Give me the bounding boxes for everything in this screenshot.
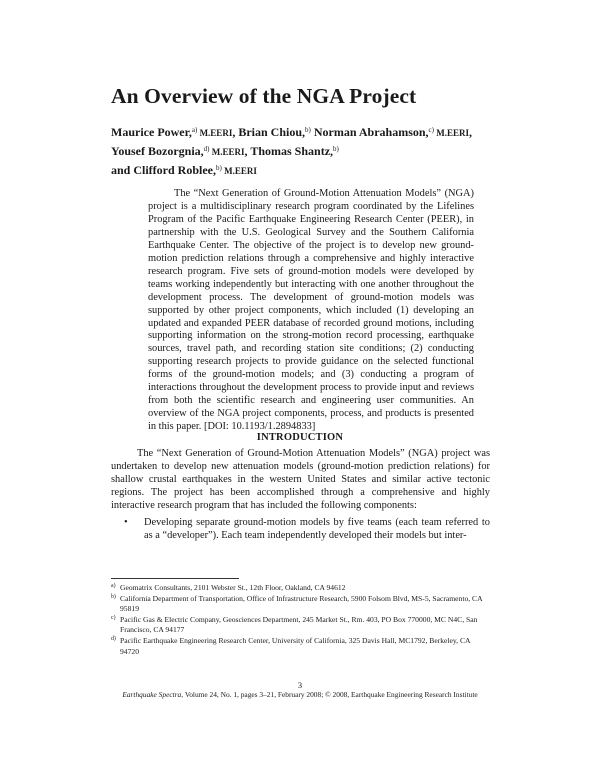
author-affiliation-mark: b) [333,145,339,153]
author-name: Brian Chiou, [238,125,306,139]
author-separator: , [232,125,239,139]
list-item [111,516,490,542]
footnote-text: Pacific Gas & Electric Company, Geosciences Department, 245 Market St., Rm. 403, PO Box 770000, MC N4C, San Francisco, CA 94177 [120,614,478,635]
footnote-mark: d) [111,635,116,642]
footnotes [111,583,490,657]
paper-title: An Overview of the NGA Project [111,84,417,108]
page-number: 3 [297,681,303,690]
author-membership: M.EERI [197,128,233,138]
footnote-text: Geomatrix Consultants, 2101 Webster St., 12th Floor, Oakland, CA 94612 [120,583,346,592]
author-name: and Clifford Roblee, [111,163,216,177]
author-name: Norman Abrahamson, [313,125,429,139]
footnote [111,583,490,594]
author-line-3 [111,160,472,179]
author-separator: , [469,125,473,139]
bullet-icon: • [124,517,128,528]
author-membership: M.EERI [434,128,470,138]
author-affiliation-mark: b) [305,126,311,134]
author-affiliation-mark: b) [216,164,222,172]
footnote-text: California Department of Transportation, Office of Infrastructure Research, 5900 Folsom Blvd, MS-5, Sacramento, CA 95819 [120,593,483,614]
author-line-2 [111,141,472,160]
author-name: Maurice Power, [111,125,192,139]
section-heading-introduction: INTRODUCTION [256,432,344,443]
footnote [111,594,490,615]
author-list [111,122,472,179]
abstract: The “Next Generation of Ground-Motion Attenuation Models” (NGA) project is a multidisciplinary research program coordinated by the Lifelines Program of the Pacific Earthquake Engineering Research Center (PEER), in partnership with the U.S. Geological Survey and the Southern California Earthquake Center. The objective of the project is to develop new ground-motion prediction relations through a comprehensive and highly interactive research program. Five sets of ground-motion models were developed by teams working independently but interacting with one another throughout the development process. The development of ground-motion models was supported by other project components, which included (1) developing an updated and expanded PEER database of recorded ground motions, including supporting information on the strong-motion record processing, earthquake sources, travel path, and recording station site conditions; (2) conducting supporting research projects to provide guidance on the selected functional forms of the ground-motion models; and (3) conducting a program of interactions throughout the development process to provide input and reviews from both the scientific research and engineering user communities. An overview of the NGA project components, process, and products is presented in this paper. [DOI: 10.1193/1.2894833] [148,188,474,433]
author-line-1 [111,122,472,141]
footnote [111,615,490,636]
footnote [111,636,490,657]
author-name: Thomas Shantz, [250,144,334,158]
footnote-mark: b) [111,593,116,600]
footnote-mark: a) [111,583,116,589]
author-affiliation-mark: d) [203,145,210,153]
author-name: Yousef Bozorgnia, [111,144,204,158]
author-separator: , [244,144,251,158]
journal-name: Earthquake Spectra, [122,690,184,699]
footnote-text: Pacific Earthquake Engineering Research Center, University of California, 325 Davis Hall, MC1792, Berkeley, CA 94720 [120,635,471,656]
author-affiliation-mark: c) [428,126,434,134]
journal-footer [0,690,600,699]
footnote-divider [111,578,239,579]
author-membership: M.EERI [209,147,245,157]
journal-details: Volume 24, No. 1, pages 3–21, February 2008; © 2008, Earthquake Engineering Research Institute [183,690,478,699]
introduction-paragraph: The “Next Generation of Ground-Motion Attenuation Models” (NGA) project was undertaken to develop new attenuation models (ground-motion prediction relations) for shallow crustal earthquakes in the western United States and similar active tectonic regions. The project has been accomplished through a comprehensive and highly interactive research program that has included the following components: [111,448,490,511]
component-list [111,516,490,542]
author-affiliation-mark: a) [191,126,198,134]
list-item-text: Developing separate ground-motion models by five teams (each team referred to as a “developer”). Each team independently developed their models but inter- [144,517,490,541]
footnote-mark: c) [111,614,116,621]
author-membership: M.EERI [221,166,257,176]
